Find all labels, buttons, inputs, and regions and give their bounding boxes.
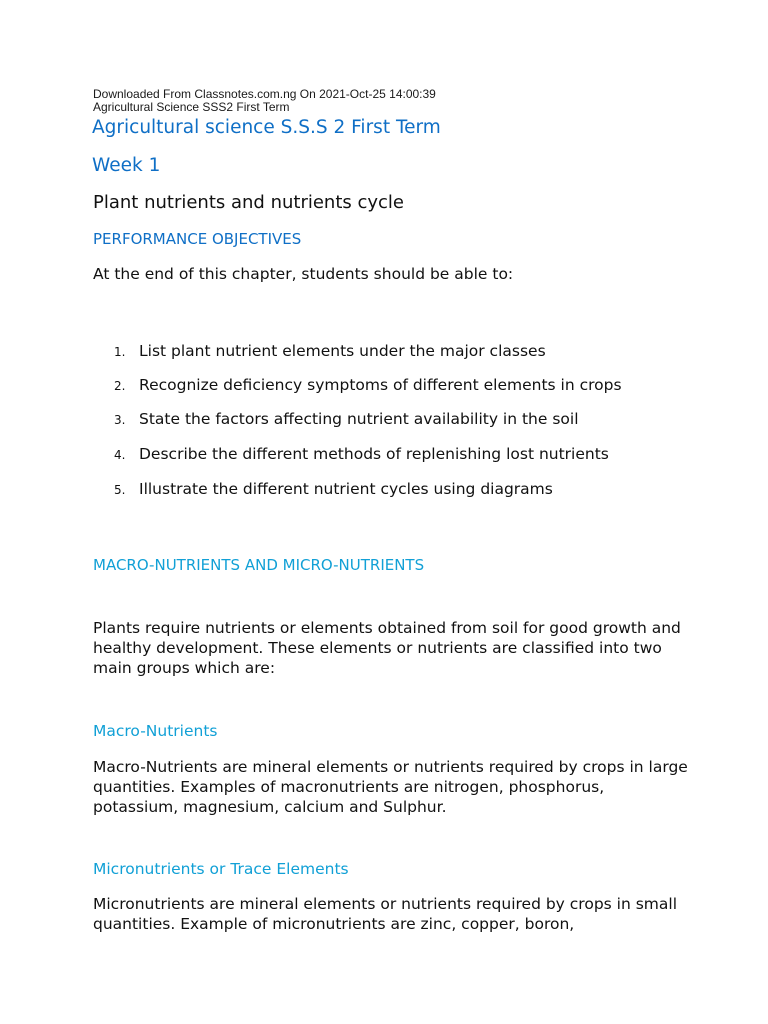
objectives-intro: At the end of this chapter, students should be able to: bbox=[93, 265, 514, 283]
list-text: State the factors affecting nutrient availability in the soil bbox=[139, 410, 579, 428]
list-text: List plant nutrient elements under the major classes bbox=[139, 342, 546, 360]
list-item bbox=[114, 375, 622, 396]
list-text: Describe the different methods of replenishing lost nutrients bbox=[139, 445, 609, 463]
list-text: Illustrate the different nutrient cycles using diagrams bbox=[139, 480, 553, 498]
list-number: 4. bbox=[114, 448, 126, 462]
list-number: 3. bbox=[114, 413, 126, 427]
list-number: 2. bbox=[114, 379, 126, 393]
macro-paragraph: Macro-Nutrients are mineral elements or nutrients required by crops in large quantities. Examples of macronutrients are nitrogen, phosphorus, potassium, magnesium, calcium and Sulphur. bbox=[93, 758, 688, 816]
list-item bbox=[114, 479, 553, 500]
document-title: Agricultural science S.S.S 2 First Term bbox=[92, 117, 441, 138]
download-notice: Downloaded From Classnotes.com.ng On 2021-Oct-25 14:00:39 bbox=[93, 87, 436, 101]
topic-heading: Plant nutrients and nutrients cycle bbox=[93, 192, 405, 213]
list-item bbox=[114, 409, 579, 430]
macro-heading: Macro-Nutrients bbox=[93, 722, 218, 740]
list-item bbox=[114, 444, 609, 465]
objectives-heading: PERFORMANCE OBJECTIVES bbox=[93, 230, 302, 248]
list-text: Recognize deficiency symptoms of different elements in crops bbox=[139, 376, 622, 394]
section-intro: Plants require nutrients or elements obtained from soil for good growth and healthy development. These elements or nutrients are classified into two main groups which are: bbox=[93, 619, 681, 677]
list-number: 1. bbox=[114, 345, 126, 359]
document-subtitle: Agricultural Science SSS2 First Term bbox=[93, 100, 290, 114]
list-number: 5. bbox=[114, 483, 126, 497]
micro-paragraph: Micronutrients are mineral elements or nutrients required by crops in small quantities. Example of micronutrients are zinc, copper, boron, bbox=[93, 895, 677, 933]
list-item bbox=[114, 341, 546, 362]
section-heading: MACRO-NUTRIENTS AND MICRO-NUTRIENTS bbox=[93, 556, 425, 574]
micro-heading: Micronutrients or Trace Elements bbox=[93, 860, 349, 878]
week-heading: Week 1 bbox=[92, 155, 161, 176]
